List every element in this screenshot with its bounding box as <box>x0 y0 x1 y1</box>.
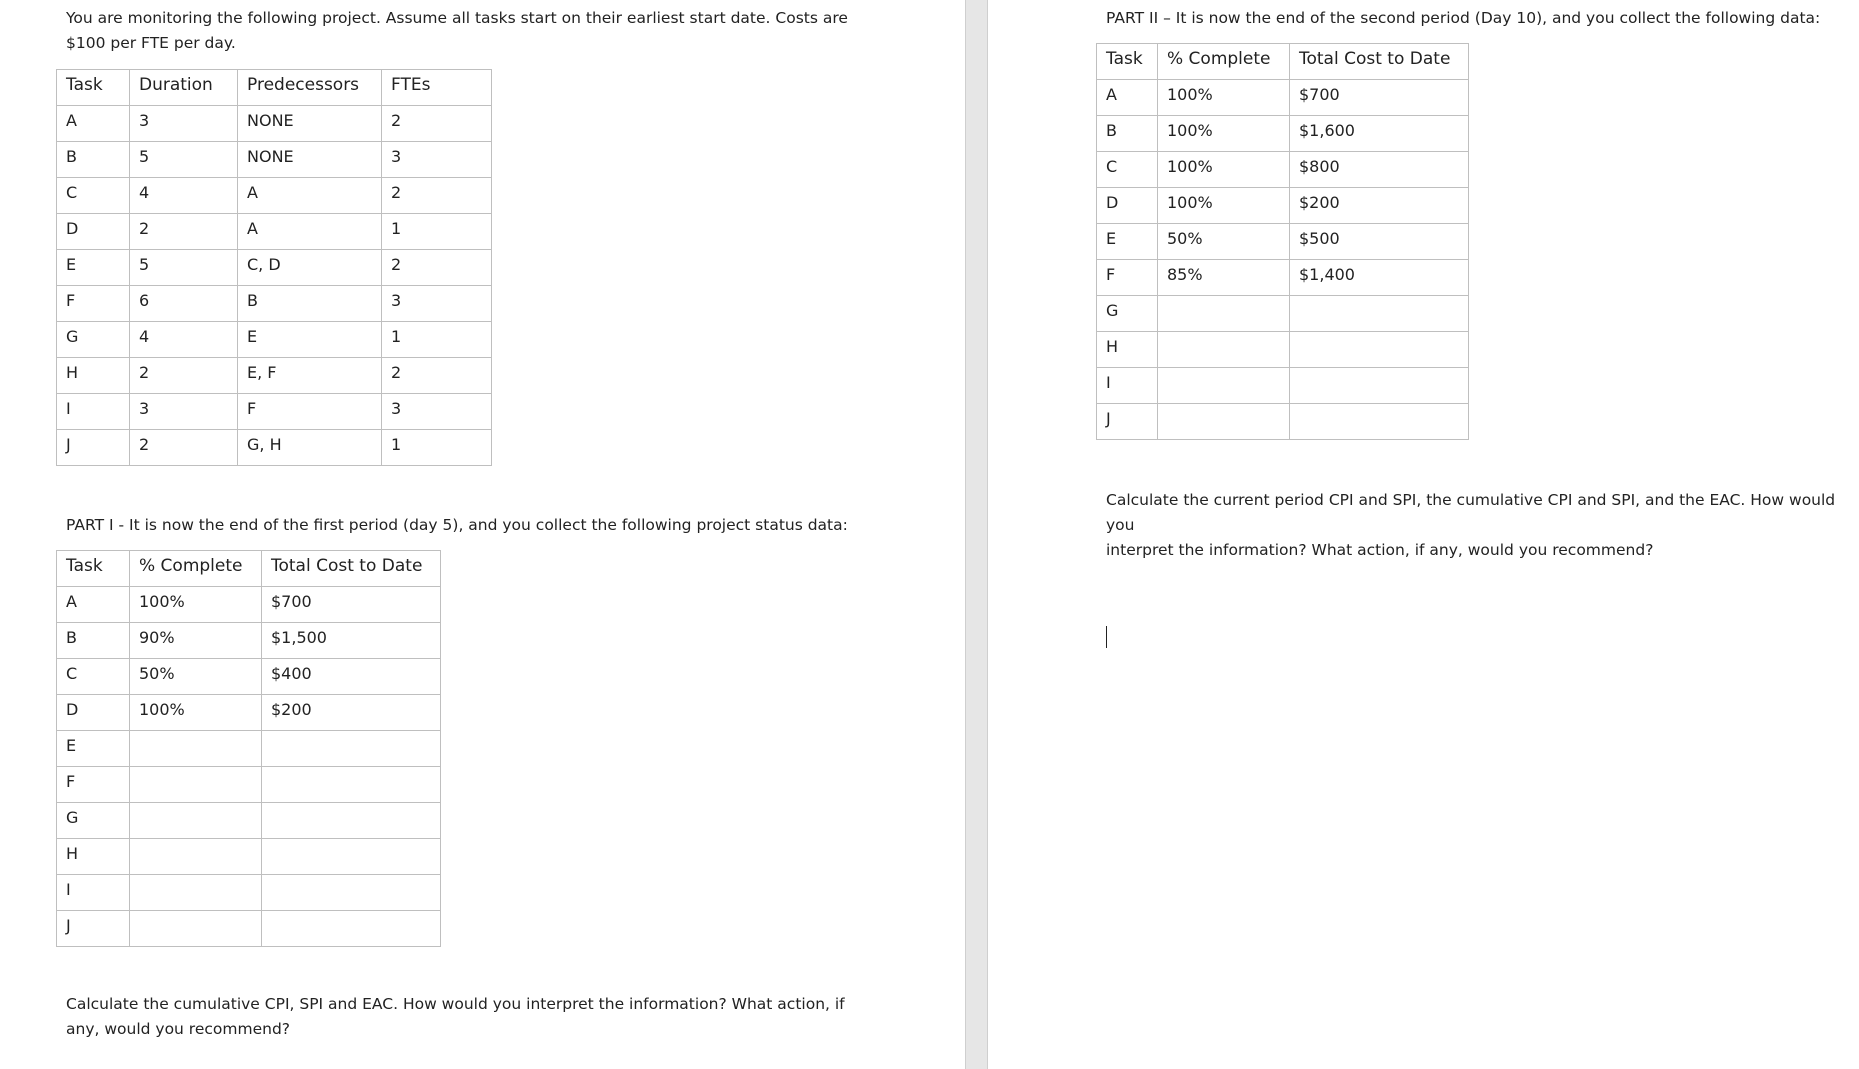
table-cell[interactable]: 3 <box>130 106 238 142</box>
table-row <box>57 142 492 178</box>
table-cell[interactable]: $200 <box>262 695 441 731</box>
table-cell[interactable]: J <box>1097 404 1158 440</box>
table-cell[interactable]: F <box>57 767 130 803</box>
table-cell[interactable]: 50% <box>130 659 262 695</box>
table-cell[interactable]: NONE <box>238 106 382 142</box>
table-cell[interactable]: D <box>57 695 130 731</box>
table-row <box>57 358 492 394</box>
table-row <box>1097 224 1469 260</box>
table-cell[interactable]: E <box>238 322 382 358</box>
table-cell[interactable]: G, H <box>238 430 382 466</box>
part1-question-line-2: any, would you recommend? <box>66 1020 291 1038</box>
part1-status-table <box>56 550 441 947</box>
table-cell[interactable]: 5 <box>130 142 238 178</box>
table-cell[interactable] <box>130 767 262 803</box>
part1-question-line-1: Calculate the cumulative CPI, SPI and EAC. How would you interpret the information? What action, if <box>66 995 845 1013</box>
table-cell[interactable]: $700 <box>1290 80 1469 116</box>
table-cell[interactable]: J <box>57 430 130 466</box>
table-row <box>57 250 492 286</box>
table-cell[interactable]: $800 <box>1290 152 1469 188</box>
header-cell: Task <box>57 70 130 106</box>
table-cell[interactable]: A <box>57 106 130 142</box>
table-cell[interactable]: H <box>57 358 130 394</box>
table-cell[interactable]: 100% <box>130 587 262 623</box>
table-header-row <box>57 70 492 106</box>
table-cell[interactable]: 100% <box>1158 188 1290 224</box>
table-cell[interactable] <box>130 839 262 875</box>
part1-heading: PART I - It is now the end of the first period (day 5), and you collect the following project status data: <box>66 516 848 534</box>
table-cell[interactable]: 100% <box>1158 152 1290 188</box>
part1-question <box>66 992 946 1042</box>
table-row <box>57 394 492 430</box>
table-cell[interactable]: I <box>57 875 130 911</box>
part2-status-table <box>1096 43 1469 440</box>
table-cell[interactable]: E <box>57 250 130 286</box>
table-cell[interactable]: 2 <box>382 178 492 214</box>
table-cell[interactable]: 85% <box>1158 260 1290 296</box>
table-row <box>57 731 441 767</box>
table-row <box>57 106 492 142</box>
table-cell[interactable]: 50% <box>1158 224 1290 260</box>
table-cell[interactable]: 5 <box>130 250 238 286</box>
table-cell[interactable]: G <box>57 322 130 358</box>
header-cell: % Complete <box>130 551 262 587</box>
table-cell[interactable]: 1 <box>382 214 492 250</box>
table-row <box>1097 188 1469 224</box>
table-cell[interactable] <box>1158 368 1290 404</box>
part2-question <box>1106 488 1856 563</box>
table-row <box>1097 152 1469 188</box>
table-cell[interactable]: I <box>57 394 130 430</box>
table-cell[interactable]: 100% <box>1158 116 1290 152</box>
table-cell[interactable]: J <box>57 911 130 947</box>
table-row <box>1097 332 1469 368</box>
table-cell[interactable]: 2 <box>382 358 492 394</box>
table-cell[interactable] <box>262 875 441 911</box>
table-row <box>57 839 441 875</box>
table-cell[interactable]: A <box>1097 80 1158 116</box>
table-cell[interactable] <box>130 875 262 911</box>
table-cell[interactable] <box>1158 404 1290 440</box>
table-row <box>57 623 441 659</box>
table-row <box>1097 404 1469 440</box>
header-cell: FTEs <box>382 70 492 106</box>
table-cell[interactable]: $400 <box>262 659 441 695</box>
table-cell[interactable]: $500 <box>1290 224 1469 260</box>
table-row <box>57 695 441 731</box>
table-cell[interactable] <box>1290 332 1469 368</box>
table-cell[interactable]: H <box>1097 332 1158 368</box>
table-cell[interactable]: 6 <box>130 286 238 322</box>
intro-paragraph <box>66 6 946 56</box>
table-row <box>57 911 441 947</box>
table-cell[interactable]: E <box>1097 224 1158 260</box>
table-cell[interactable]: B <box>238 286 382 322</box>
table-cell[interactable]: F <box>1097 260 1158 296</box>
part2-question-line-2: interpret the information? What action, if any, would you recommend? <box>1106 541 1654 559</box>
intro-line-2: $100 per FTE per day. <box>66 34 236 52</box>
table-cell[interactable]: H <box>57 839 130 875</box>
table-cell[interactable]: B <box>1097 116 1158 152</box>
table-cell[interactable]: $1,600 <box>1290 116 1469 152</box>
table-row <box>1097 80 1469 116</box>
table-cell[interactable]: A <box>238 178 382 214</box>
table-cell[interactable]: 1 <box>382 430 492 466</box>
header-cell: Task <box>57 551 130 587</box>
table-cell[interactable] <box>1290 296 1469 332</box>
header-cell: Total Cost to Date <box>262 551 441 587</box>
table-row <box>1097 116 1469 152</box>
page-gutter <box>965 0 988 1069</box>
table-row <box>57 587 441 623</box>
table-cell[interactable] <box>262 911 441 947</box>
table-cell[interactable]: G <box>57 803 130 839</box>
table-cell[interactable]: 3 <box>130 394 238 430</box>
table-row <box>1097 368 1469 404</box>
table-row <box>57 214 492 250</box>
table-cell[interactable] <box>1158 332 1290 368</box>
table-row <box>1097 260 1469 296</box>
table-cell[interactable]: G <box>1097 296 1158 332</box>
table-cell[interactable] <box>262 839 441 875</box>
text-cursor[interactable] <box>1106 626 1107 648</box>
table-header-row <box>1097 44 1469 80</box>
table-cell[interactable] <box>1290 368 1469 404</box>
table-cell[interactable]: B <box>57 623 130 659</box>
table-cell[interactable]: E, F <box>238 358 382 394</box>
header-cell: Total Cost to Date <box>1290 44 1469 80</box>
part2-question-line-1: Calculate the current period CPI and SPI, the cumulative CPI and SPI, and the EAC. How would you <box>1106 491 1836 534</box>
table-row <box>57 659 441 695</box>
table-cell[interactable]: 2 <box>130 430 238 466</box>
table-cell[interactable]: $1,500 <box>262 623 441 659</box>
table-cell[interactable]: 2 <box>382 250 492 286</box>
table-row <box>57 803 441 839</box>
table-cell[interactable]: C <box>1097 152 1158 188</box>
table-cell[interactable]: C <box>57 178 130 214</box>
table-cell[interactable] <box>1158 296 1290 332</box>
table-cell[interactable]: NONE <box>238 142 382 178</box>
table-cell[interactable]: 100% <box>1158 80 1290 116</box>
table-cell[interactable]: 2 <box>382 106 492 142</box>
table-row <box>57 767 441 803</box>
table-cell[interactable]: 2 <box>130 358 238 394</box>
table-cell[interactable]: I <box>1097 368 1158 404</box>
table-cell[interactable]: E <box>57 731 130 767</box>
table-row <box>57 322 492 358</box>
table-cell[interactable]: 4 <box>130 178 238 214</box>
table-cell[interactable]: D <box>1097 188 1158 224</box>
table-cell[interactable]: 100% <box>130 695 262 731</box>
table-cell[interactable]: $700 <box>262 587 441 623</box>
table-cell[interactable]: F <box>238 394 382 430</box>
table-cell[interactable] <box>262 767 441 803</box>
table-cell[interactable]: 3 <box>382 286 492 322</box>
task-table <box>56 69 492 466</box>
table-cell[interactable]: 90% <box>130 623 262 659</box>
table-cell[interactable]: 1 <box>382 322 492 358</box>
table-cell[interactable]: 4 <box>130 322 238 358</box>
header-cell: % Complete <box>1158 44 1290 80</box>
table-cell[interactable]: C, D <box>238 250 382 286</box>
header-cell: Task <box>1097 44 1158 80</box>
table-cell[interactable] <box>130 731 262 767</box>
table-row <box>57 286 492 322</box>
table-cell[interactable]: 3 <box>382 394 492 430</box>
table-cell[interactable]: 2 <box>130 214 238 250</box>
header-cell: Predecessors <box>238 70 382 106</box>
table-row <box>1097 296 1469 332</box>
table-cell[interactable] <box>130 911 262 947</box>
table-row <box>57 430 492 466</box>
table-cell[interactable]: C <box>57 659 130 695</box>
table-cell[interactable]: A <box>238 214 382 250</box>
table-cell[interactable]: B <box>57 142 130 178</box>
table-cell[interactable] <box>1290 404 1469 440</box>
table-cell[interactable] <box>262 803 441 839</box>
table-cell[interactable] <box>130 803 262 839</box>
table-cell[interactable]: 3 <box>382 142 492 178</box>
table-cell[interactable] <box>262 731 441 767</box>
table-row <box>57 178 492 214</box>
table-cell[interactable]: $1,400 <box>1290 260 1469 296</box>
table-cell[interactable]: F <box>57 286 130 322</box>
table-cell[interactable]: D <box>57 214 130 250</box>
table-cell[interactable]: A <box>57 587 130 623</box>
header-cell: Duration <box>130 70 238 106</box>
intro-line-1: You are monitoring the following project. Assume all tasks start on their earliest start date. Costs are <box>66 9 848 27</box>
table-cell[interactable]: $200 <box>1290 188 1469 224</box>
part2-heading: PART II – It is now the end of the second period (Day 10), and you collect the following data: <box>1106 9 1821 27</box>
table-header-row <box>57 551 441 587</box>
table-row <box>57 875 441 911</box>
